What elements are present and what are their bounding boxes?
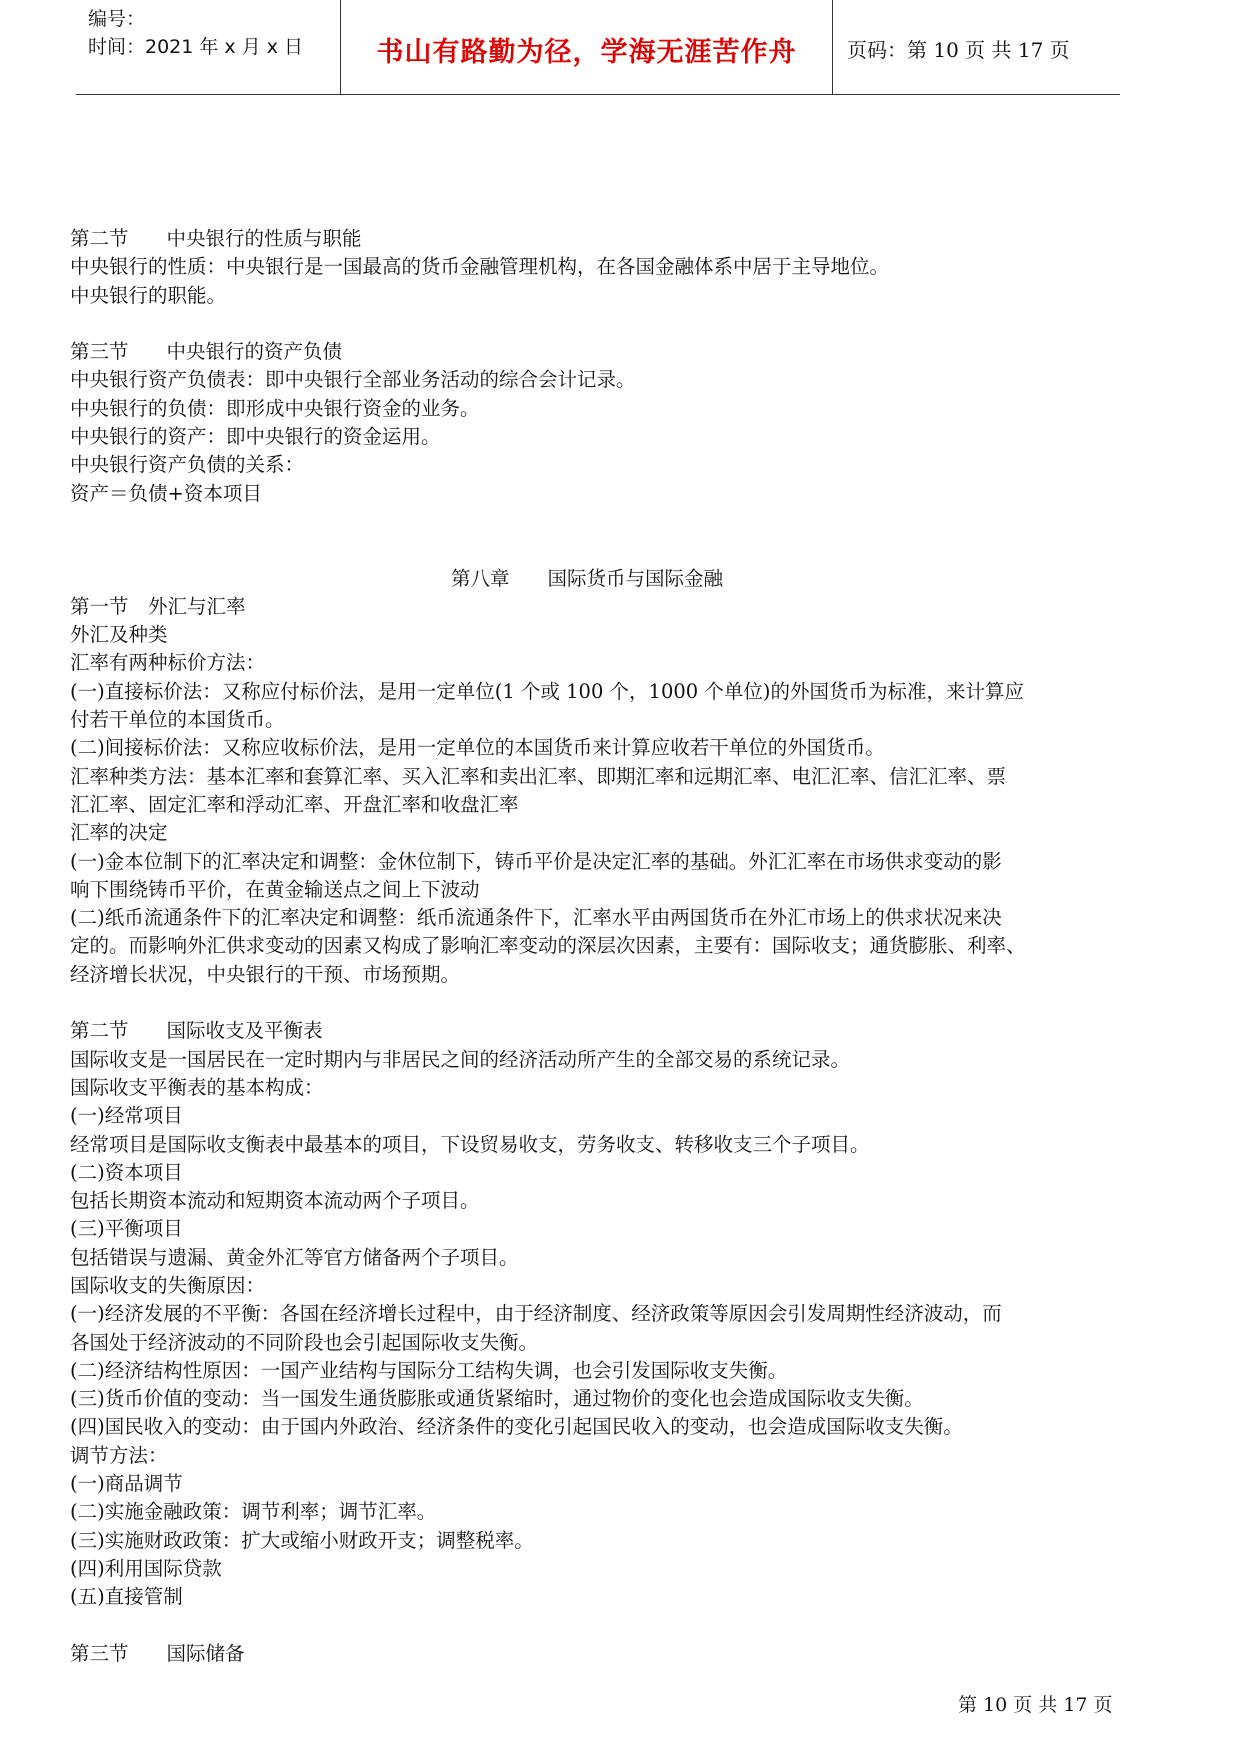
header-info-cell (76, 0, 340, 94)
paragraph-line: 包括长期资本流动和短期资本流动两个子项目。 (70, 1189, 480, 1213)
paragraph-line: (二)实施金融政策：调节利率；调节汇率。 (70, 1500, 437, 1524)
chapter-number: 第八章 (450, 566, 510, 590)
page-footer: 第 10 页 共 17 页 (958, 1694, 1113, 1716)
section-heading (70, 338, 1126, 366)
paragraph-line: 经济增长状况，中央银行的干预、市场预期。 (70, 962, 461, 986)
paragraph-line: 响下围绕铸币平价，在黄金输送点之间上下波动 (70, 877, 480, 901)
paragraph-line: 国际收支是一国居民在一定时期内与非居民之间的经济活动所产生的全部交易的系统记录。 (70, 1047, 851, 1071)
page-header (76, 0, 1120, 95)
section-name: 中央银行的性质与职能 (166, 227, 362, 250)
paragraph-line: (二)纸币流通条件下的汇率决定和调整：纸币流通条件下，汇率水平由两国货币在外汇市场上的供求状况来决 (70, 906, 1002, 930)
paragraph-line: 中央银行资产负债的关系： (70, 453, 305, 477)
section-heading (70, 1017, 1126, 1045)
paragraph-line: (三)实施财政政策：扩大或缩小财政开支；调整税率。 (70, 1528, 534, 1552)
paragraph-line: (二)间接标价法：又称应收标价法，是用一定单位的本国货币来计算应收若干单位的外国货币。 (70, 736, 885, 760)
paragraph-line: 调节方法： (70, 1443, 168, 1467)
paragraph-line: (二)资本项目 (70, 1160, 183, 1184)
section-name: 国际储备 (166, 1641, 245, 1665)
paragraph-line: 中央银行资产负债表：即中央银行全部业务活动的综合会计记录。 (70, 368, 636, 392)
section-number: 第三节 (70, 340, 129, 364)
section-number: 第二节 (70, 227, 129, 250)
paragraph-line: 中央银行的负债：即形成中央银行资金的业务。 (70, 396, 480, 420)
section-heading (70, 225, 1126, 253)
paragraph-line: 国际收支平衡表的基本构成： (70, 1075, 324, 1099)
paragraph-line: 汇率的决定 (70, 821, 168, 845)
paragraph-line: 外汇及种类 (70, 623, 168, 647)
header-page-number: 页码：第 10 页 共 17 页 (847, 38, 1070, 62)
paragraph-line: 中央银行的性质：中央银行是一国最高的货币金融管理机构，在各国金融体系中居于主导地位。 (70, 255, 890, 279)
paragraph-line: (一)直接标价法：又称应付标价法，是用一定单位(1 个或 100 个，1000 个单位)的外国货币为标准，来计算应 (70, 679, 1024, 703)
paragraph-line: 资产＝负债+资本项目 (70, 481, 262, 505)
header-motto-cell (340, 0, 833, 94)
section-number: 第三节 (70, 1641, 129, 1665)
paragraph-line: (一)经常项目 (70, 1104, 183, 1128)
paragraph-line: 汇率有两种标价方法： (70, 651, 266, 675)
section-heading: 第一节 外汇与汇率 (70, 594, 246, 618)
date-label: 时间：2021 年 x 月 x 日 (88, 36, 304, 58)
paragraph-line: (四)利用国际贷款 (70, 1556, 222, 1580)
paragraph-line: (一)商品调节 (70, 1472, 183, 1496)
paragraph-line: 中央银行的资产：即中央银行的资金运用。 (70, 425, 441, 449)
paragraph-line: (一)金本位制下的汇率决定和调整：金休位制下，铸币平价是决定汇率的基础。外汇汇率在市场供求变动的影 (70, 849, 1002, 873)
paragraph-line: 经常项目是国际收支衡表中最基本的项目，下设贸易收支，劳务收支、转移收支三个子项目。 (70, 1132, 870, 1156)
paragraph-line: (四)国民收入的变动：由于国内外政治、经济条件的变化引起国民收入的变动，也会造成国际收支失衡。 (70, 1415, 963, 1439)
paragraph-line: 汇率种类方法：基本汇率和套算汇率、买入汇率和卖出汇率、即期汇率和远期汇率、电汇汇率、信汇汇率、票 (70, 764, 1007, 788)
paragraph-line: (五)直接管制 (70, 1585, 183, 1609)
paragraph-line: (二)经济结构性原因：一国产业结构与国际分工结构失调，也会引发国际收支失衡。 (70, 1358, 788, 1382)
chapter-name: 国际货币与国际金融 (547, 566, 724, 590)
paragraph-line: 中央银行的职能。 (70, 283, 227, 307)
paragraph-line: 各国处于经济波动的不同阶段也会引起国际收支失衡。 (70, 1330, 539, 1354)
motto: 书山有路勤为径，学海无涯苦作舟 (376, 37, 797, 68)
paragraph-line: (三)平衡项目 (70, 1217, 183, 1241)
paragraph-line: 定的。而影响外汇供求变动的因素又构成了影响汇率变动的深层次因素，主要有：国际收支；通货膨胀、利率、 (70, 934, 1026, 958)
paragraph-line: 付若干单位的本国货币。 (70, 708, 285, 732)
paragraph-line: (一)经济发展的不平衡：各国在经济增长过程中，由于经济制度、经济政策等原因会引发周期性经济波动，而 (70, 1302, 1002, 1326)
paragraph-line: 国际收支的失衡原因： (70, 1273, 266, 1297)
section-name: 国际收支及平衡表 (166, 1019, 323, 1043)
section-heading (70, 1640, 1126, 1668)
serial-label: 编号： (88, 8, 146, 30)
document-body (70, 225, 1126, 1668)
section-number: 第二节 (70, 1019, 129, 1043)
chapter-heading (70, 565, 1126, 593)
paragraph-line: (三)货币价值的变动：当一国发生通货膨胀或通货紧缩时，通过物价的变化也会造成国际收支失衡。 (70, 1387, 924, 1411)
paragraph-line: 包括错误与遗漏、黄金外汇等官方储备两个子项目。 (70, 1245, 519, 1269)
section-name: 中央银行的资产负债 (166, 340, 343, 364)
header-page-cell (833, 0, 1120, 94)
paragraph-line: 汇汇率、固定汇率和浮动汇率、开盘汇率和收盘汇率 (70, 792, 519, 816)
